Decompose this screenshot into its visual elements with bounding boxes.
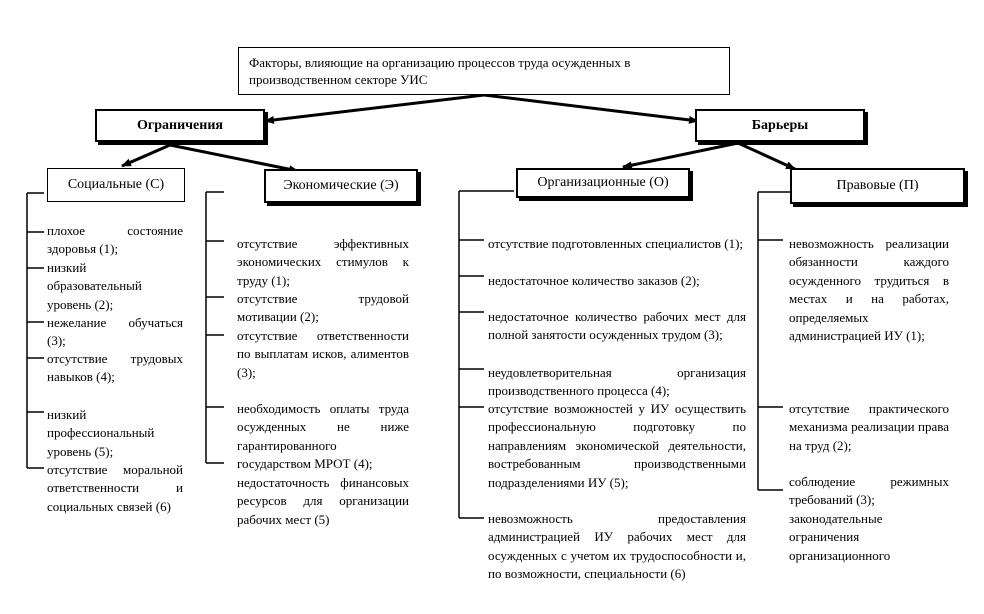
economic-item: отсутствие ответственности по выплатам исков, алиментов (3); (237, 328, 409, 380)
category-social-label: Социальные (С) (67, 177, 165, 192)
group-limits-label: Ограничения (137, 117, 223, 133)
economic-bracket (206, 192, 224, 463)
economic-item: отсутствие трудовой мотивации (2); (237, 291, 409, 325)
category-social-box (47, 168, 185, 202)
social-item: низкий профессиональный уровень (5); (47, 407, 155, 459)
social-item: отсутствие моральной ответственности и социальных связей (6) (47, 462, 183, 514)
group-limits-box (95, 109, 265, 142)
legal-item: соблюдение режимных требований (3); (789, 474, 949, 508)
organizational-item: отсутствие подготовленных специалистов (1); (488, 236, 744, 251)
legal-item: отсутствие практического механизма реализации права на труд (2); (789, 401, 949, 453)
social-item: плохое состояние здоровья (1); (47, 223, 183, 257)
category-organizational-box (516, 168, 690, 198)
legal-item: законодательные ограничения организационного (789, 511, 891, 563)
social-bracket (27, 193, 44, 468)
arrow-root-to-barriers (484, 95, 698, 121)
arrow-limits-to-social (122, 145, 170, 166)
social-item: нежелание обучаться (3); (47, 315, 183, 349)
economic-item: недостаточность финансовых ресурсов для организации рабочих мест (5) (237, 475, 409, 527)
legal-bracket (758, 192, 790, 490)
economic-item: необходимость оплаты труда осужденных не ниже гарантированного государством МРОТ (4); (237, 401, 409, 472)
root-factor-box (238, 47, 730, 95)
organizational-item: недостаточное количество заказов (2); (488, 273, 700, 288)
arrow-barriers-to-legal (738, 143, 795, 169)
arrow-root-to-limits (265, 95, 484, 121)
category-economic-box (264, 169, 418, 203)
organizational-item: невозможность предоставления администрацией ИУ рабочих мест для осужденных с учетом их трудоспособности и, по возможности, специальности (6) (488, 511, 746, 582)
organizational-item: отсутствие возможностей у ИУ осуществить профессиональную подготовку по направлениям экономической деятельности, востребованным производственными подразделениями ИУ (5); (488, 401, 746, 490)
group-barriers-box (695, 109, 865, 142)
arrow-barriers-to-organizational (623, 143, 738, 167)
organizational-item: неудовлетворительная организация производственного процесса (4); (488, 365, 746, 399)
social-item: отсутствие трудовых навыков (4); (47, 351, 183, 385)
social-item: низкий образовательный уровень (2); (47, 260, 142, 312)
category-economic-label: Экономические (Э) (283, 178, 399, 193)
organizational-item: недостаточное количество рабочих мест для полной занятости осужденных трудом (3); (488, 309, 746, 343)
economic-item: отсутствие эффективных экономических стимулов к труду (1); (237, 236, 409, 288)
root-title: Факторы, влияющие на организацию процессов труда осужденных в производственном секторе УИС (249, 55, 631, 87)
arrow-limits-to-economic (170, 145, 298, 171)
category-legal-label: Правовые (П) (836, 178, 919, 193)
group-barriers-label: Барьеры (751, 117, 809, 133)
legal-item: невозможность реализации обязанности каждого осужденного трудиться в местах и на работах, определяемых администрацией ИУ (1); (789, 236, 949, 344)
category-legal-box (790, 168, 965, 204)
category-organizational-label: Организационные (О) (537, 175, 669, 190)
